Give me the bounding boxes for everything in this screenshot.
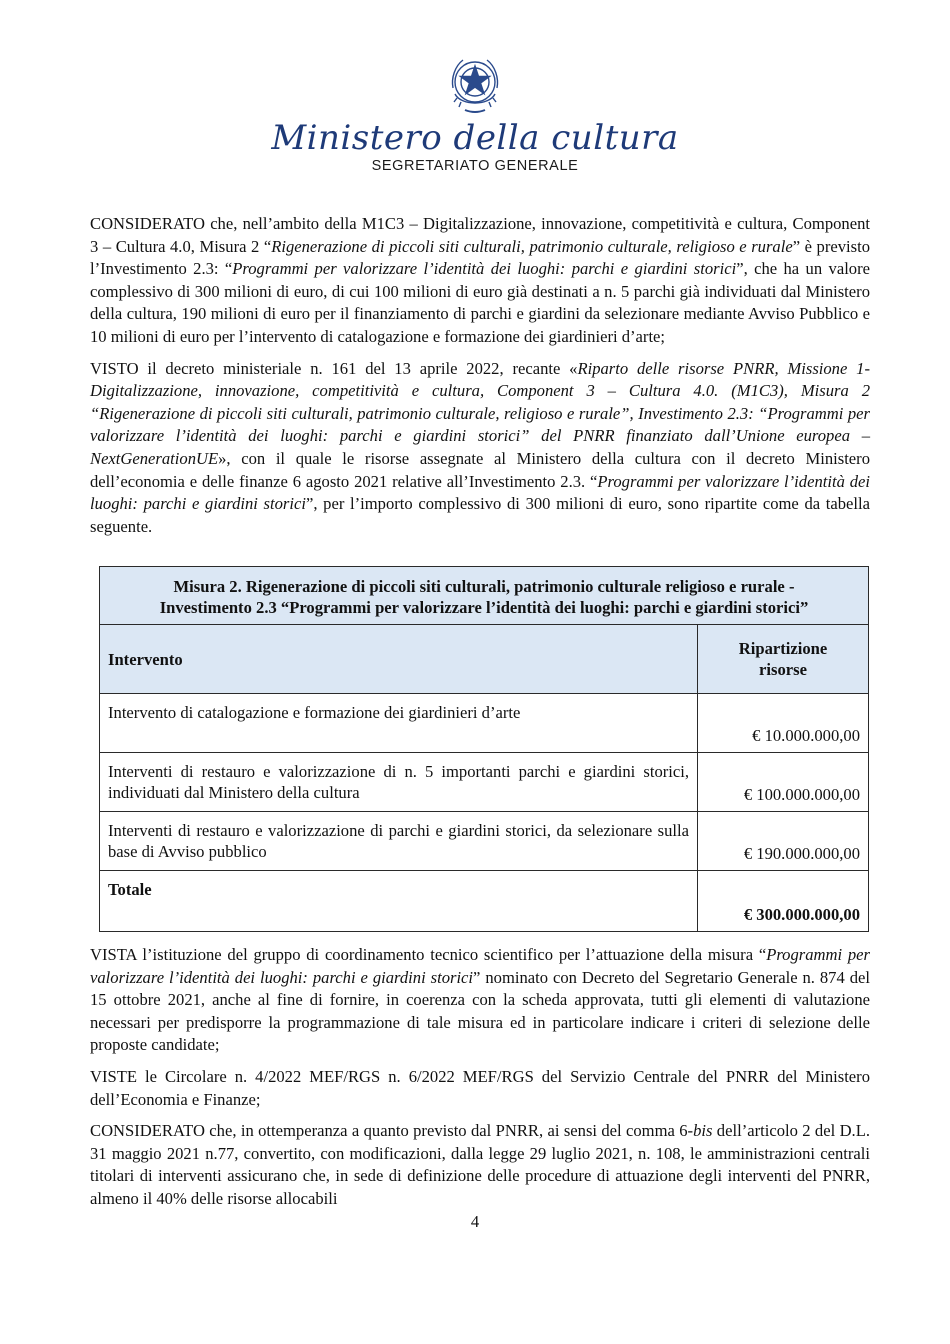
table-header-row bbox=[100, 625, 869, 694]
table-row bbox=[100, 753, 869, 812]
row-intervento: Intervento di catalogazione e formazione dei giardinieri d’arte bbox=[100, 694, 698, 753]
paragraph-text: ”, che ha un valore complessivo di 300 milioni di euro, di cui 100 milioni di euro già destinati a n. 5 parchi già individuati dal Ministero della cultura, 190 milioni di euro per il finanziamento di parchi e giardini da selezionare mediante Avviso Pubblico e 10 milioni di euro per l’intervento di catalogazione e formazione dei giardinieri d’arte; bbox=[90, 259, 870, 346]
table-title-line1: Misura 2. Rigenerazione di piccoli siti culturali, patrimonio culturale religioso e rurale - bbox=[173, 577, 795, 596]
paragraph bbox=[90, 213, 870, 349]
paragraph-text: dell’articolo 2 del D.L. 31 maggio 2021 n.77, convertito, con modificazioni, dalla legge 29 luglio 2021, n. 108, le amministrazioni centrali titolari di interventi assicurano che, in sede di definizione delle procedure di attuazione degli interventi del PNRR, almeno il 40% delle risorse allocabili bbox=[90, 1121, 870, 1208]
paragraph-text: VISTA l’istituzione del gruppo di coordinamento tecnico scientifico per l’attuazione della misura “ bbox=[90, 945, 767, 964]
total-value: € 300.000.000,00 bbox=[698, 871, 869, 932]
column-header-intervento: Intervento bbox=[100, 625, 698, 694]
paragraph-text: ”, per l’importo complessivo di 300 milioni di euro, sono ripartite come da tabella seguente. bbox=[90, 494, 870, 536]
allocation-table bbox=[99, 566, 869, 932]
paragraph-italic-text: bis bbox=[693, 1121, 713, 1141]
page-number: 4 bbox=[470, 1212, 480, 1231]
column-header-ripartizione-line1: Ripartizione bbox=[738, 639, 828, 658]
paragraph-italic-text: Riparto delle risorse PNRR, Missione 1- Digitalizzazione, innovazione, competitività e cultura, Component 3 – Cultura 4.0. (M1C3), Misura 2 “Rigenerazione di piccoli siti culturali, patrimonio culturale, religioso e rurale”, Investimento 2.3: “Programmi per valorizzare l’identità dei luoghi: parchi e giardini storici” del PNRR finanziato dall’Unione europea – NextGenerationUE bbox=[90, 358, 870, 468]
body-paragraphs-top bbox=[90, 213, 870, 538]
row-importo: € 190.000.000,00 bbox=[698, 812, 869, 871]
total-label: Totale bbox=[100, 871, 698, 932]
row-intervento: Interventi di restauro e valorizzazione di n. 5 importanti parchi e giardini storici, individuati dal Ministero della cultura bbox=[100, 753, 698, 812]
paragraph bbox=[90, 1120, 870, 1210]
paragraph-text: CONSIDERATO che, nell’ambito della M1C3 – Digitalizzazione, innovazione, competitività e cultura, Component 3 – Cultura 4.0, Misura 2 “ bbox=[90, 214, 870, 256]
column-header-ripartizione bbox=[698, 625, 869, 694]
row-intervento: Interventi di restauro e valorizzazione di parchi e giardini storici, da selezionare sulla base di Avviso pubblico bbox=[100, 812, 698, 871]
paragraph-italic-text: Programmi per valorizzare l’identità dei luoghi: parchi e giardini storici bbox=[232, 259, 737, 279]
table-title bbox=[100, 567, 869, 625]
row-importo: € 10.000.000,00 bbox=[698, 694, 869, 753]
paragraph-text: », con il quale le risorse assegnate al Ministero della cultura con il decreto Ministero dell’economia e delle finanze 6 agosto 2021 relative all’Investimento 2.3. “ bbox=[90, 448, 870, 491]
column-header-ripartizione-line2: risorse bbox=[759, 660, 807, 679]
paragraph-text: VISTE le Circolare n. 4/2022 MEF/RGS n. 6/2022 MEF/RGS del Servizio Centrale del PNRR del Ministero dell’Economia e Finanze; bbox=[90, 1066, 870, 1109]
table-row bbox=[100, 812, 869, 871]
paragraph-italic-text: Programmi per valorizzare l’identità dei luoghi: parchi e giardini storici bbox=[90, 471, 870, 514]
paragraph-italic-text: Programmi per valorizzare l’identità dei luoghi: parchi e giardini storici bbox=[90, 945, 871, 987]
body-paragraphs-bottom bbox=[90, 944, 870, 1211]
row-importo: € 100.000.000,00 bbox=[698, 753, 869, 812]
paragraph bbox=[90, 1066, 870, 1111]
table-title-line2: Investimento 2.3 “Programmi per valorizzare l’identità dei luoghi: parchi e giardini storici” bbox=[159, 598, 809, 617]
paragraph bbox=[90, 944, 870, 1057]
paragraph-italic-text: Rigenerazione di piccoli siti culturali, patrimonio culturale, religioso e rurale bbox=[271, 236, 793, 256]
italian-republic-emblem-icon bbox=[447, 52, 503, 116]
paragraph bbox=[90, 358, 870, 539]
letterhead bbox=[0, 52, 950, 174]
paragraph-text: CONSIDERATO che, in ottemperanza a quanto previsto dal PNRR, ai sensi del comma 6- bbox=[90, 1121, 694, 1141]
table-row bbox=[100, 694, 869, 753]
office-name: SEGRETARIATO GENERALE bbox=[371, 158, 579, 174]
paragraph-text: ” è previsto l’Investimento 2.3: “ bbox=[90, 236, 870, 279]
paragraph-text: VISTO il decreto ministeriale n. 161 del 13 aprile 2022, recante « bbox=[90, 358, 578, 378]
table-total-row bbox=[100, 871, 869, 932]
ministry-name: Ministero della cultura bbox=[271, 118, 679, 158]
paragraph-text: ” nominato con Decreto del Segretario Generale n. 874 del 15 ottobre 2021, anche al fine di fornire, in coerenza con la scheda approvata, tutti gli elementi di valutazione necessari per predisporre la programmazione di tale misura ed in particolare indicare i criteri di selezione delle proposte candidate; bbox=[90, 967, 870, 1055]
